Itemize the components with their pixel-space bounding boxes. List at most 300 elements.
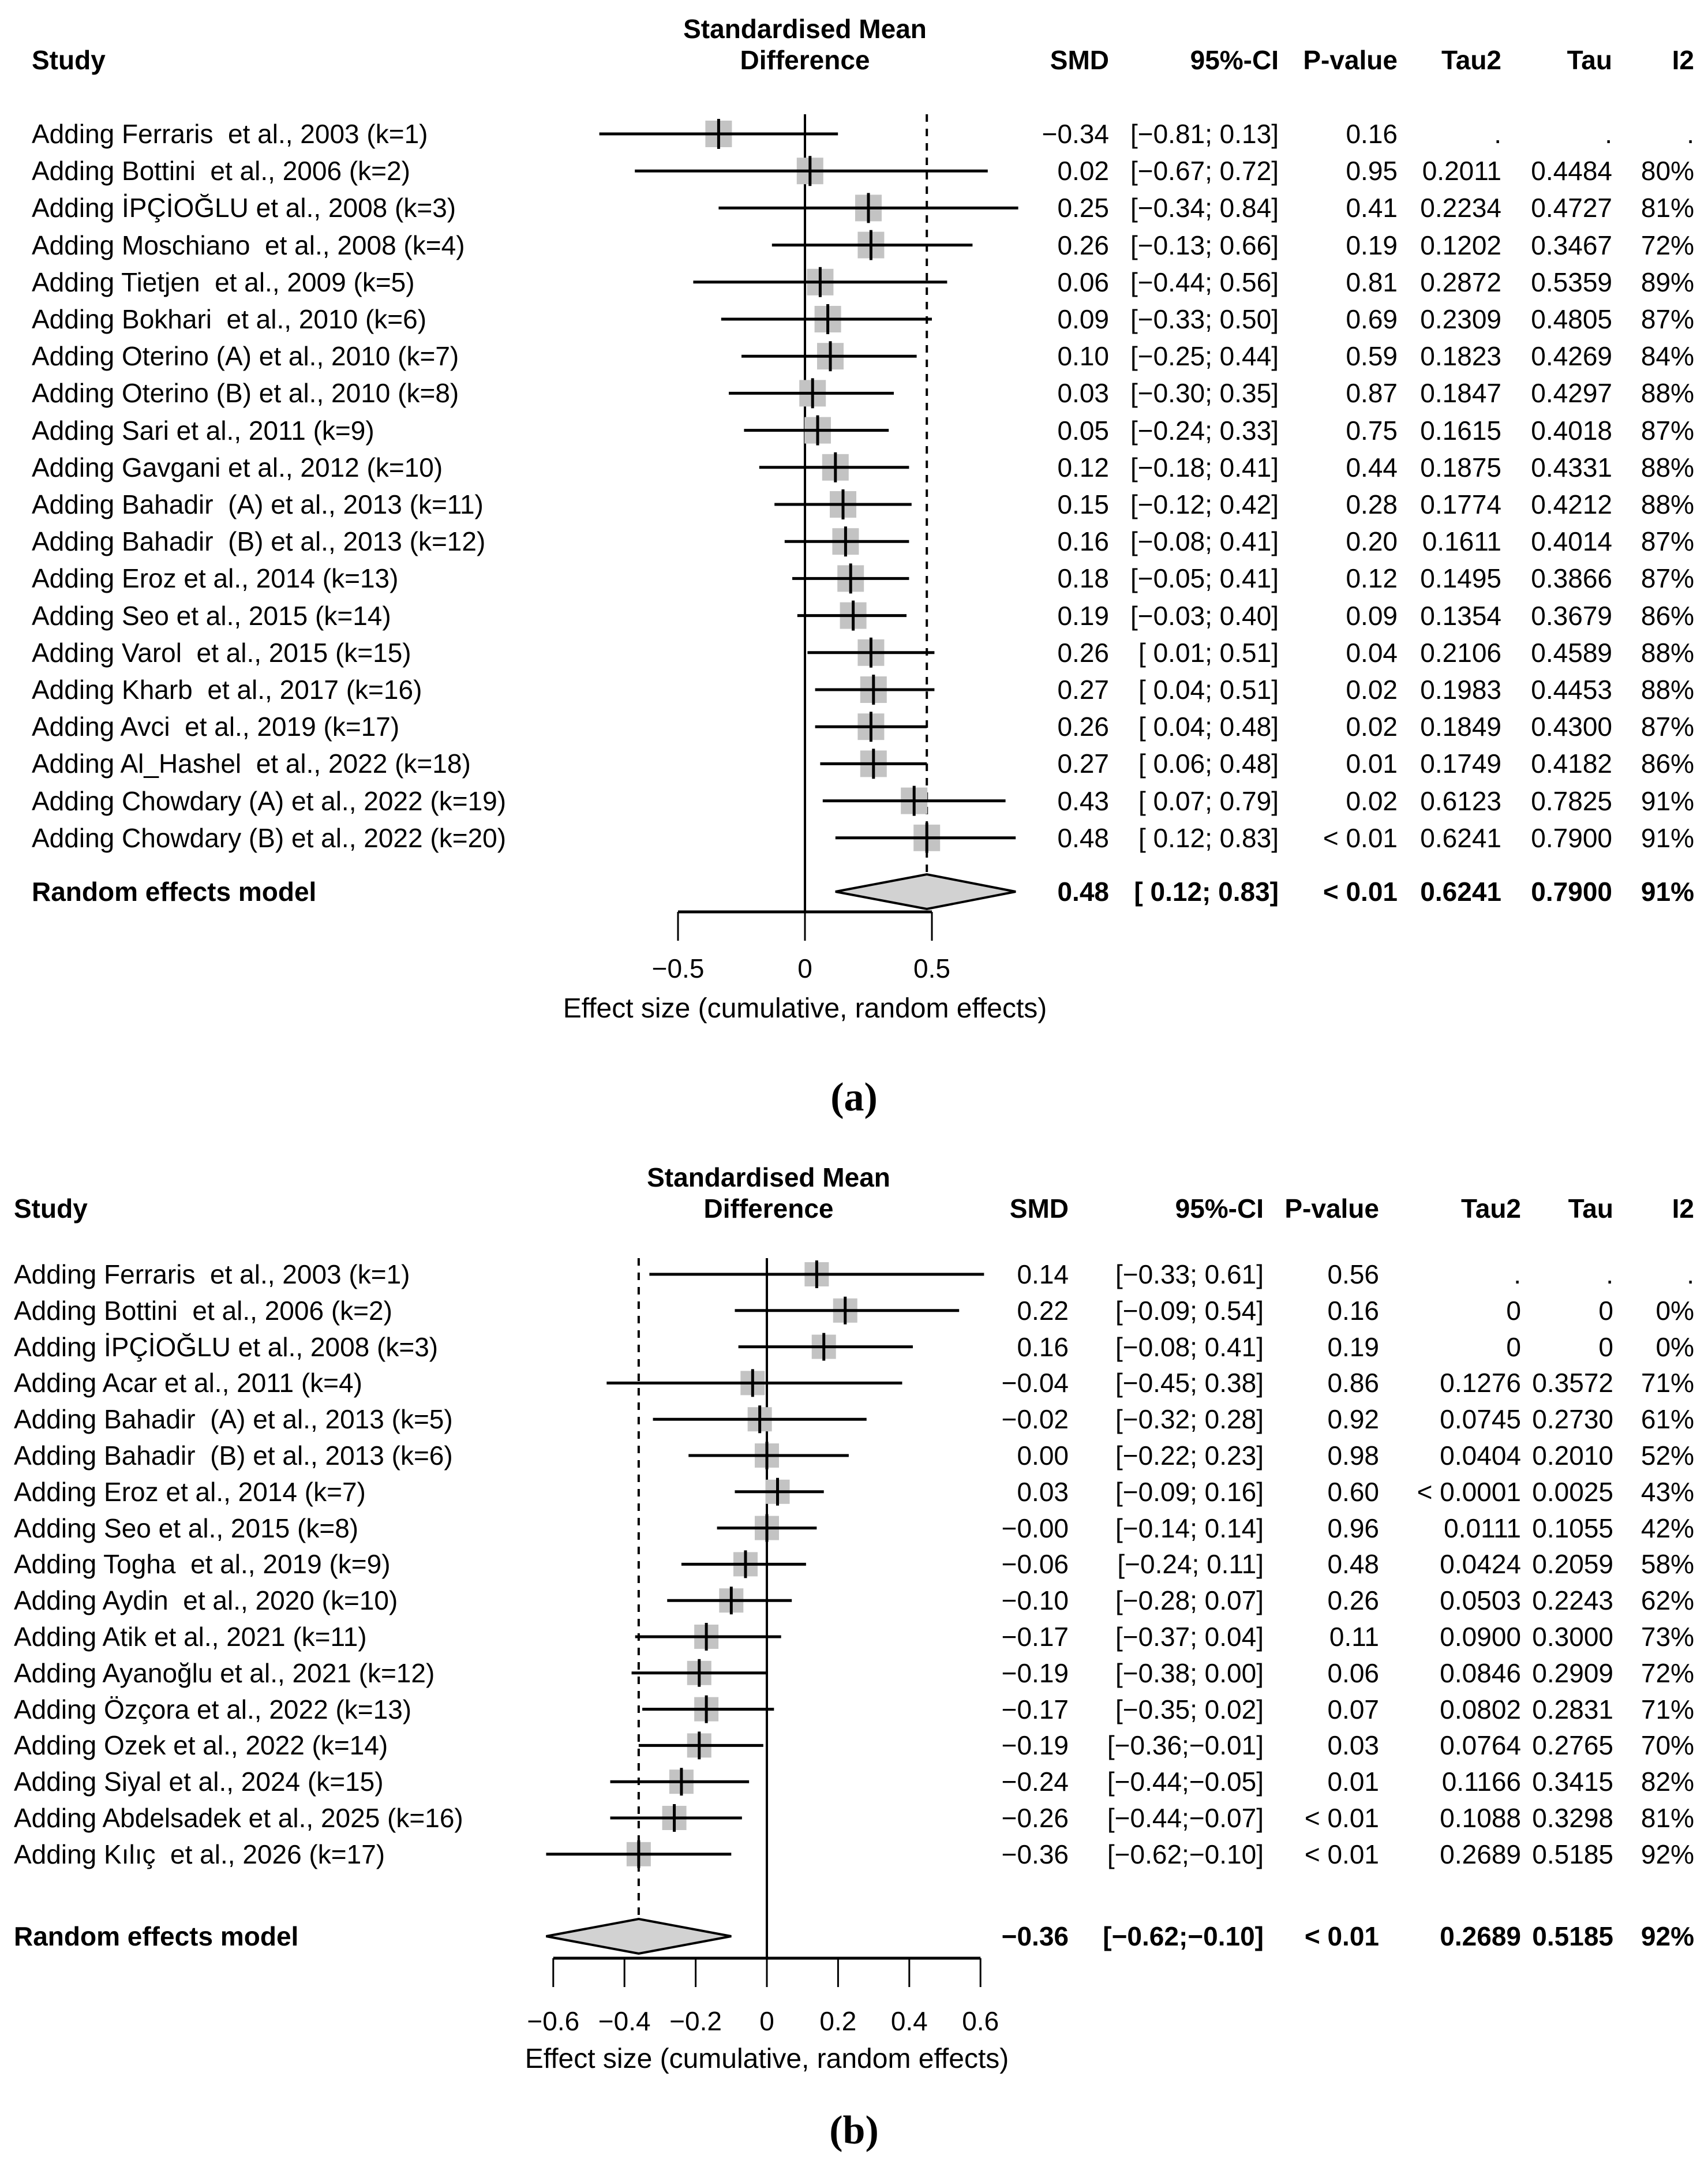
smd-value-a: 0.09 (1057, 304, 1109, 334)
tau-value-b: 0.2010 (1532, 1441, 1613, 1471)
smd-value-b: −0.17 (1001, 1622, 1069, 1652)
tau-value-a: 0.4589 (1531, 637, 1612, 668)
tau2-value-a: 0.6123 (1420, 785, 1501, 816)
x-axis-label-a: Effect size (cumulative, random effects) (563, 993, 1047, 1024)
col-header-tau-b: Tau (1568, 1194, 1613, 1224)
x-tick-label: −0.4 (598, 2006, 651, 2036)
col-header-i2-a: I2 (1672, 45, 1694, 75)
tau-value-b: 0.3572 (1532, 1368, 1613, 1398)
tau-value-a: 0.3679 (1531, 600, 1612, 631)
p-value-b: 0.26 (1327, 1585, 1379, 1616)
p-value-b: 0.07 (1327, 1694, 1379, 1724)
i2-value-a: 86% (1640, 749, 1694, 779)
p-value-b: 0.92 (1327, 1404, 1379, 1435)
tau-value-b: 0 (1598, 1331, 1613, 1362)
smd-value-b: −0.02 (1001, 1404, 1069, 1435)
study-label: Adding İPÇİOĞLU et al., 2008 (k=3) (14, 1331, 439, 1362)
tau2-value-a: 0.1354 (1420, 600, 1501, 631)
tau-value-a: 0.7825 (1531, 785, 1612, 816)
ci-value-a: [−0.30; 0.35] (1130, 378, 1279, 409)
p-value-b: 0.03 (1327, 1730, 1379, 1761)
study-label: Adding İPÇİOĞLU et al., 2008 (k=3) (32, 193, 456, 223)
study-label: Adding Bahadir (B) et al., 2013 (k=12) (32, 526, 486, 557)
tau-value-b: 0.3298 (1532, 1803, 1613, 1833)
ci-value-a: [−0.25; 0.44] (1130, 341, 1279, 372)
p-value-a: < 0.01 (1323, 822, 1398, 853)
ci-value-a: [−0.12; 0.42] (1130, 489, 1279, 519)
panel-b-caption: (b) (829, 2108, 879, 2153)
tau2-value-a: 0.2309 (1420, 304, 1501, 334)
p-value-a: 0.44 (1346, 452, 1398, 482)
study-label: Adding Seo et al., 2015 (k=8) (14, 1513, 359, 1543)
i2-value-a: 91% (1640, 785, 1694, 816)
i2-value-a: 72% (1640, 230, 1694, 260)
study-label: Adding Bottini et al., 2006 (k=2) (32, 156, 410, 186)
re-diamond-a (836, 874, 1016, 909)
tau-value-b-re: 0.5185 (1532, 1921, 1613, 1951)
x-tick-label: 0.4 (890, 2006, 928, 2036)
study-label: Adding Kharb et al., 2017 (k=16) (32, 675, 422, 705)
p-value-a: 0.02 (1346, 712, 1398, 742)
ci-value-b: [−0.62;−0.10] (1107, 1839, 1264, 1869)
tau-value-a: 0.5359 (1531, 267, 1612, 297)
tau2-value-a: 0.1774 (1420, 489, 1501, 519)
smd-value-a: 0.15 (1057, 489, 1109, 519)
smd-value-a: 0.03 (1057, 378, 1109, 409)
ci-value-a: [−0.18; 0.41] (1130, 452, 1279, 482)
i2-value-a: 87% (1640, 712, 1694, 742)
smd-value-b: −0.17 (1001, 1694, 1069, 1724)
ci-value-a: [−0.13; 0.66] (1130, 230, 1279, 260)
col-header-i2-b: I2 (1672, 1194, 1694, 1224)
smd-value-a: 0.18 (1057, 563, 1109, 594)
tau2-value-b: 0.0745 (1440, 1404, 1521, 1435)
smd-value-a: 0.05 (1057, 415, 1109, 446)
x-tick-label: 0.2 (819, 2006, 857, 2036)
plot-title-line1: Standardised Mean (647, 1162, 890, 1192)
study-label: Adding Kılıç et al., 2026 (k=17) (14, 1839, 385, 1869)
tau2-value-b: . (1514, 1259, 1521, 1289)
tau2-value-a: 0.2011 (1422, 156, 1501, 186)
study-label: Adding Bokhari et al., 2010 (k=6) (32, 304, 427, 334)
tau2-value-b-re: 0.2689 (1440, 1921, 1521, 1951)
random-effects-label: Random effects model (32, 877, 317, 907)
study-label: Adding Ayanoğlu et al., 2021 (k=12) (14, 1658, 435, 1688)
col-header-ci-b: 95%-CI (1175, 1194, 1264, 1224)
tau-value-a: 0.4300 (1531, 712, 1612, 742)
i2-value-a: 81% (1640, 193, 1694, 223)
ci-value-b: [−0.33; 0.61] (1115, 1259, 1264, 1289)
ci-value-a: [−0.67; 0.72] (1130, 156, 1279, 186)
study-label: Adding Gavgani et al., 2012 (k=10) (32, 452, 443, 482)
p-value-b: 0.06 (1327, 1658, 1379, 1688)
tau2-value-a: 0.1202 (1420, 230, 1501, 260)
x-tick-label: 0 (797, 953, 812, 983)
plot-title-line2: Difference (740, 45, 870, 75)
tau2-value-a: 0.2872 (1420, 267, 1501, 297)
p-value-a: 0.41 (1346, 193, 1398, 223)
i2-value-a: 80% (1640, 156, 1694, 186)
ci-value-a: [ 0.06; 0.48] (1138, 749, 1279, 779)
study-label: Adding Chowdary (A) et al., 2022 (k=19) (32, 785, 507, 816)
tau-value-a: 0.4014 (1531, 526, 1612, 557)
ci-value-b: [−0.35; 0.02] (1115, 1694, 1264, 1724)
p-value-b: 0.16 (1327, 1295, 1379, 1326)
study-label: Adding Abdelsadek et al., 2025 (k=16) (14, 1803, 463, 1833)
p-value-a: 0.12 (1346, 563, 1398, 594)
smd-value-b: 0.03 (1017, 1476, 1069, 1507)
tau2-value-a: 0.1823 (1420, 341, 1501, 372)
smd-value-b: −0.10 (1001, 1585, 1069, 1616)
i2-value-b: 81% (1640, 1803, 1694, 1833)
tau-value-a-re: 0.7900 (1531, 877, 1612, 907)
smd-value-b: −0.00 (1001, 1513, 1069, 1543)
tau-value-b: 0.2243 (1532, 1585, 1613, 1616)
smd-value-b: −0.24 (1001, 1767, 1069, 1797)
study-label: Adding Bottini et al., 2006 (k=2) (14, 1295, 392, 1326)
p-value-a: 0.02 (1346, 785, 1398, 816)
p-value-b: < 0.01 (1304, 1803, 1379, 1833)
i2-value-a-re: 91% (1640, 877, 1694, 907)
ci-value-a: [ 0.04; 0.48] (1138, 712, 1279, 742)
i2-value-a: 84% (1640, 341, 1694, 372)
ci-value-a: [−0.81; 0.13] (1130, 119, 1279, 149)
tau2-value-a-re: 0.6241 (1420, 877, 1501, 907)
smd-value-b: 0.00 (1017, 1441, 1069, 1471)
tau2-value-a: 0.2106 (1420, 637, 1501, 668)
tau2-value-a: 0.1847 (1420, 378, 1501, 409)
p-value-b: 0.96 (1327, 1513, 1379, 1543)
tau-value-a: 0.4182 (1531, 749, 1612, 779)
study-label: Adding Seo et al., 2015 (k=14) (32, 600, 391, 631)
tau2-value-a: . (1494, 119, 1501, 149)
i2-value-b: . (1687, 1259, 1694, 1289)
tau-value-a: 0.4297 (1531, 378, 1612, 409)
col-header-pvalue-a: P-value (1303, 45, 1398, 75)
tau2-value-b: 0.0802 (1440, 1694, 1521, 1724)
tau2-value-b: 0 (1506, 1331, 1521, 1362)
smd-value-b-re: −0.36 (1001, 1921, 1069, 1951)
smd-value-a: 0.06 (1057, 267, 1109, 297)
tau-value-a: 0.4212 (1531, 489, 1612, 519)
smd-value-a: 0.43 (1057, 785, 1109, 816)
i2-value-a: 89% (1640, 267, 1694, 297)
ci-value-b: [−0.09; 0.54] (1115, 1295, 1264, 1326)
ci-value-b-re: [−0.62;−0.10] (1103, 1921, 1264, 1951)
i2-value-b: 0% (1655, 1295, 1694, 1326)
study-label: Adding Bahadir (A) et al., 2013 (k=5) (14, 1404, 453, 1435)
ci-value-b: [−0.14; 0.14] (1115, 1513, 1264, 1543)
col-header-tau2-b: Tau2 (1461, 1194, 1521, 1224)
tau-value-b: 0.2909 (1532, 1658, 1613, 1688)
smd-value-a: 0.25 (1057, 193, 1109, 223)
i2-value-b: 61% (1640, 1404, 1694, 1435)
smd-value-a: 0.26 (1057, 230, 1109, 260)
p-value-a: 0.20 (1346, 526, 1398, 557)
i2-value-b: 52% (1640, 1441, 1694, 1471)
study-label: Adding Togha et al., 2019 (k=9) (14, 1549, 391, 1580)
ci-value-a: [ 0.04; 0.51] (1138, 675, 1279, 705)
study-label: Adding Siyal et al., 2024 (k=15) (14, 1767, 384, 1797)
tau2-value-a: 0.1749 (1420, 749, 1501, 779)
tau-value-b: 0.0025 (1532, 1476, 1613, 1507)
study-label: Adding Bahadir (B) et al., 2013 (k=6) (14, 1441, 453, 1471)
x-tick-label: −0.2 (669, 2006, 722, 2036)
p-value-a: 0.28 (1346, 489, 1398, 519)
tau-value-b: 0.2059 (1532, 1549, 1613, 1580)
i2-value-b: 72% (1640, 1658, 1694, 1688)
x-tick-label: −0.6 (527, 2006, 580, 2036)
random-effects-label: Random effects model (14, 1921, 299, 1951)
study-label: Adding Sari et al., 2011 (k=9) (32, 415, 374, 446)
tau-value-a: 0.4453 (1531, 675, 1612, 705)
tau-value-b: 0.2730 (1532, 1404, 1613, 1435)
smd-value-a: 0.27 (1057, 675, 1109, 705)
i2-value-a: 88% (1640, 378, 1694, 409)
tau-value-b: 0.1055 (1532, 1513, 1613, 1543)
smd-value-b: −0.36 (1001, 1839, 1069, 1869)
tau2-value-b: 0.1276 (1440, 1368, 1521, 1398)
study-label: Adding Chowdary (B) et al., 2022 (k=20) (32, 822, 507, 853)
tau2-value-b: 0.0503 (1440, 1585, 1521, 1616)
p-value-b: < 0.01 (1304, 1839, 1379, 1869)
p-value-a: 0.09 (1346, 600, 1398, 631)
tau2-value-a: 0.2234 (1420, 193, 1501, 223)
p-value-a-re: < 0.01 (1323, 877, 1398, 907)
ci-value-a: [−0.34; 0.84] (1130, 193, 1279, 223)
ci-value-b: [−0.08; 0.41] (1115, 1331, 1264, 1362)
tau2-value-a: 0.6241 (1420, 822, 1501, 853)
ci-value-a: [−0.08; 0.41] (1130, 526, 1279, 557)
tau2-value-a: 0.1983 (1420, 675, 1501, 705)
i2-value-b: 58% (1640, 1549, 1694, 1580)
i2-value-a: 87% (1640, 415, 1694, 446)
x-axis-label-b: Effect size (cumulative, random effects) (525, 2044, 1009, 2074)
ci-value-a: [ 0.07; 0.79] (1138, 785, 1279, 816)
p-value-a: 0.75 (1346, 415, 1398, 446)
i2-value-b: 43% (1640, 1476, 1694, 1507)
p-value-a: 0.59 (1346, 341, 1398, 372)
ci-value-a: [−0.44; 0.56] (1130, 267, 1279, 297)
i2-value-a: 88% (1640, 637, 1694, 668)
tau-value-a: 0.3866 (1531, 563, 1612, 594)
tau2-value-b: < 0.0001 (1417, 1476, 1521, 1507)
i2-value-b: 42% (1640, 1513, 1694, 1543)
study-label: Adding Tietjen et al., 2009 (k=5) (32, 267, 415, 297)
p-value-a: 0.19 (1346, 230, 1398, 260)
p-value-a: 0.69 (1346, 304, 1398, 334)
i2-value-b: 70% (1640, 1730, 1694, 1761)
p-value-b: 0.86 (1327, 1368, 1379, 1398)
p-value-b: 0.19 (1327, 1331, 1379, 1362)
tau-value-b: 0.3000 (1532, 1622, 1613, 1652)
study-label: Adding Aydin et al., 2020 (k=10) (14, 1585, 398, 1616)
smd-value-b: −0.04 (1001, 1368, 1069, 1398)
ci-value-b: [−0.24; 0.11] (1117, 1549, 1264, 1580)
ci-value-b: [−0.28; 0.07] (1115, 1585, 1264, 1616)
tau2-value-b: 0.0764 (1440, 1730, 1521, 1761)
p-value-a: 0.87 (1346, 378, 1398, 409)
i2-value-a: 91% (1640, 822, 1694, 853)
smd-value-a: 0.48 (1057, 822, 1109, 853)
tau-value-a: 0.4331 (1531, 452, 1612, 482)
tau-value-a: 0.4805 (1531, 304, 1612, 334)
study-label: Adding Al_Hashel et al., 2022 (k=18) (32, 749, 471, 779)
panel-a-caption: (a) (830, 1075, 878, 1120)
i2-value-b: 73% (1640, 1622, 1694, 1652)
tau-value-a: 0.4018 (1531, 415, 1612, 446)
i2-value-a: 88% (1640, 489, 1694, 519)
plot-title-line2: Difference (703, 1194, 834, 1224)
study-label: Adding Bahadir (A) et al., 2013 (k=11) (32, 489, 484, 519)
col-header-study: Study (14, 1194, 88, 1224)
tau2-value-b: 0.0404 (1440, 1441, 1521, 1471)
tau-value-a: 0.3467 (1531, 230, 1612, 260)
smd-value-a: −0.34 (1042, 119, 1109, 149)
p-value-a: 0.81 (1346, 267, 1398, 297)
i2-value-b: 62% (1640, 1585, 1694, 1616)
smd-value-b: 0.14 (1017, 1259, 1069, 1289)
i2-value-a: 87% (1640, 304, 1694, 334)
x-tick-label: 0.5 (913, 953, 950, 983)
plot-title-line1: Standardised Mean (683, 14, 927, 44)
study-label: Adding Özçora et al., 2022 (k=13) (14, 1694, 412, 1724)
tau2-value-b: 0.1166 (1441, 1767, 1521, 1797)
tau-value-a: 0.4269 (1531, 341, 1612, 372)
tau-value-a: 0.4484 (1531, 156, 1612, 186)
ci-value-a: [−0.24; 0.33] (1130, 415, 1279, 446)
p-value-b: 0.01 (1327, 1767, 1379, 1797)
p-value-a: 0.04 (1346, 637, 1398, 668)
study-label: Adding Oterino (A) et al., 2010 (k=7) (32, 341, 459, 372)
ci-value-b: [−0.44;−0.05] (1107, 1767, 1264, 1797)
i2-value-a: 86% (1640, 600, 1694, 631)
p-value-b: 0.60 (1327, 1476, 1379, 1507)
col-header-ci-a: 95%-CI (1190, 45, 1279, 75)
study-label: Adding Eroz et al., 2014 (k=13) (32, 563, 399, 594)
smd-value-a: 0.27 (1057, 749, 1109, 779)
ci-value-b: [−0.22; 0.23] (1115, 1441, 1264, 1471)
i2-value-a: 87% (1640, 563, 1694, 594)
p-value-a: 0.02 (1346, 675, 1398, 705)
tau2-value-a: 0.1495 (1420, 563, 1501, 594)
tau2-value-b: 0 (1506, 1295, 1521, 1326)
p-value-b: 0.48 (1327, 1549, 1379, 1580)
smd-value-b: −0.06 (1001, 1549, 1069, 1580)
ci-value-a: [−0.03; 0.40] (1130, 600, 1279, 631)
tau2-value-b: 0.0900 (1440, 1622, 1521, 1652)
i2-value-b: 71% (1640, 1368, 1694, 1398)
smd-value-a: 0.19 (1057, 600, 1109, 631)
smd-value-b: −0.26 (1001, 1803, 1069, 1833)
study-label: Adding Atik et al., 2021 (k=11) (14, 1622, 367, 1652)
smd-value-a-re: 0.48 (1057, 877, 1109, 907)
i2-value-b: 71% (1640, 1694, 1694, 1724)
tau2-value-b: 0.2689 (1440, 1839, 1521, 1869)
tau2-value-b: 0.0111 (1444, 1513, 1521, 1543)
i2-value-a: 88% (1640, 452, 1694, 482)
tau2-value-a: 0.1875 (1420, 452, 1501, 482)
ci-value-a: [−0.33; 0.50] (1130, 304, 1279, 334)
re-diamond-b (546, 1919, 731, 1954)
ci-value-b: [−0.44;−0.07] (1107, 1803, 1264, 1833)
p-value-b-re: < 0.01 (1304, 1921, 1379, 1951)
ci-value-b: [−0.38; 0.00] (1115, 1658, 1264, 1688)
col-header-tau2-a: Tau2 (1441, 45, 1501, 75)
tau2-value-b: 0.0424 (1440, 1549, 1521, 1580)
smd-value-a: 0.02 (1057, 156, 1109, 186)
col-header-smd-b: SMD (1009, 1194, 1069, 1224)
col-header-tau-a: Tau (1567, 45, 1612, 75)
p-value-b: 0.56 (1327, 1259, 1379, 1289)
ci-value-b: [−0.45; 0.38] (1115, 1368, 1264, 1398)
col-header-study: Study (32, 45, 106, 75)
study-label: Adding Moschiano et al., 2008 (k=4) (32, 230, 465, 260)
i2-value-b: 0% (1655, 1331, 1694, 1362)
p-value-b: 0.11 (1329, 1622, 1379, 1652)
study-label: Adding Eroz et al., 2014 (k=7) (14, 1476, 366, 1507)
smd-value-a: 0.10 (1057, 341, 1109, 372)
ci-value-b: [−0.36;−0.01] (1107, 1730, 1264, 1761)
study-label: Adding Oterino (B) et al., 2010 (k=8) (32, 378, 459, 409)
tau-value-b: 0.2765 (1532, 1730, 1613, 1761)
p-value-a: 0.16 (1346, 119, 1398, 149)
x-tick-label: 0 (759, 2006, 774, 2036)
study-label: Adding Ferraris et al., 2003 (k=1) (32, 119, 428, 149)
tau2-value-a: 0.1615 (1420, 415, 1501, 446)
tau2-value-a: 0.1611 (1422, 526, 1501, 557)
study-label: Adding Varol et al., 2015 (k=15) (32, 637, 411, 668)
tau-value-a: 0.7900 (1531, 822, 1612, 853)
tau-value-a: 0.4727 (1531, 193, 1612, 223)
ci-value-b: [−0.37; 0.04] (1115, 1622, 1264, 1652)
p-value-a: 0.95 (1346, 156, 1398, 186)
smd-value-b: 0.16 (1017, 1331, 1069, 1362)
smd-value-a: 0.16 (1057, 526, 1109, 557)
ci-value-a: [ 0.01; 0.51] (1138, 637, 1279, 668)
tau-value-b: 0.3415 (1532, 1767, 1613, 1797)
tau2-value-b: 0.1088 (1440, 1803, 1521, 1833)
study-label: Adding Ferraris et al., 2003 (k=1) (14, 1259, 410, 1289)
p-value-b: 0.98 (1327, 1441, 1379, 1471)
smd-value-a: 0.26 (1057, 637, 1109, 668)
i2-value-a: 87% (1640, 526, 1694, 557)
i2-value-a: . (1687, 119, 1694, 149)
col-header-smd-a: SMD (1050, 45, 1109, 75)
ci-value-b: [−0.09; 0.16] (1115, 1476, 1264, 1507)
ci-value-a: [ 0.12; 0.83] (1138, 822, 1279, 853)
i2-value-b: 92% (1640, 1839, 1694, 1869)
i2-value-a: 88% (1640, 675, 1694, 705)
smd-value-b: 0.22 (1017, 1295, 1069, 1326)
p-value-a: 0.01 (1346, 749, 1398, 779)
ci-value-a-re: [ 0.12; 0.83] (1134, 877, 1279, 907)
i2-value-b-re: 92% (1640, 1921, 1694, 1951)
tau2-value-a: 0.1849 (1420, 712, 1501, 742)
x-tick-label: −0.5 (651, 953, 705, 983)
ci-value-a: [−0.05; 0.41] (1130, 563, 1279, 594)
tau-value-b: 0 (1598, 1295, 1613, 1326)
smd-value-b: −0.19 (1001, 1730, 1069, 1761)
col-header-pvalue-b: P-value (1284, 1194, 1379, 1224)
tau2-value-b: 0.0846 (1440, 1658, 1521, 1688)
tau-value-b: 0.2831 (1532, 1694, 1613, 1724)
smd-value-b: −0.19 (1001, 1658, 1069, 1688)
smd-value-a: 0.26 (1057, 712, 1109, 742)
x-tick-label: 0.6 (962, 2006, 999, 2036)
study-label: Adding Avci et al., 2019 (k=17) (32, 712, 400, 742)
tau-value-b: . (1606, 1259, 1613, 1289)
